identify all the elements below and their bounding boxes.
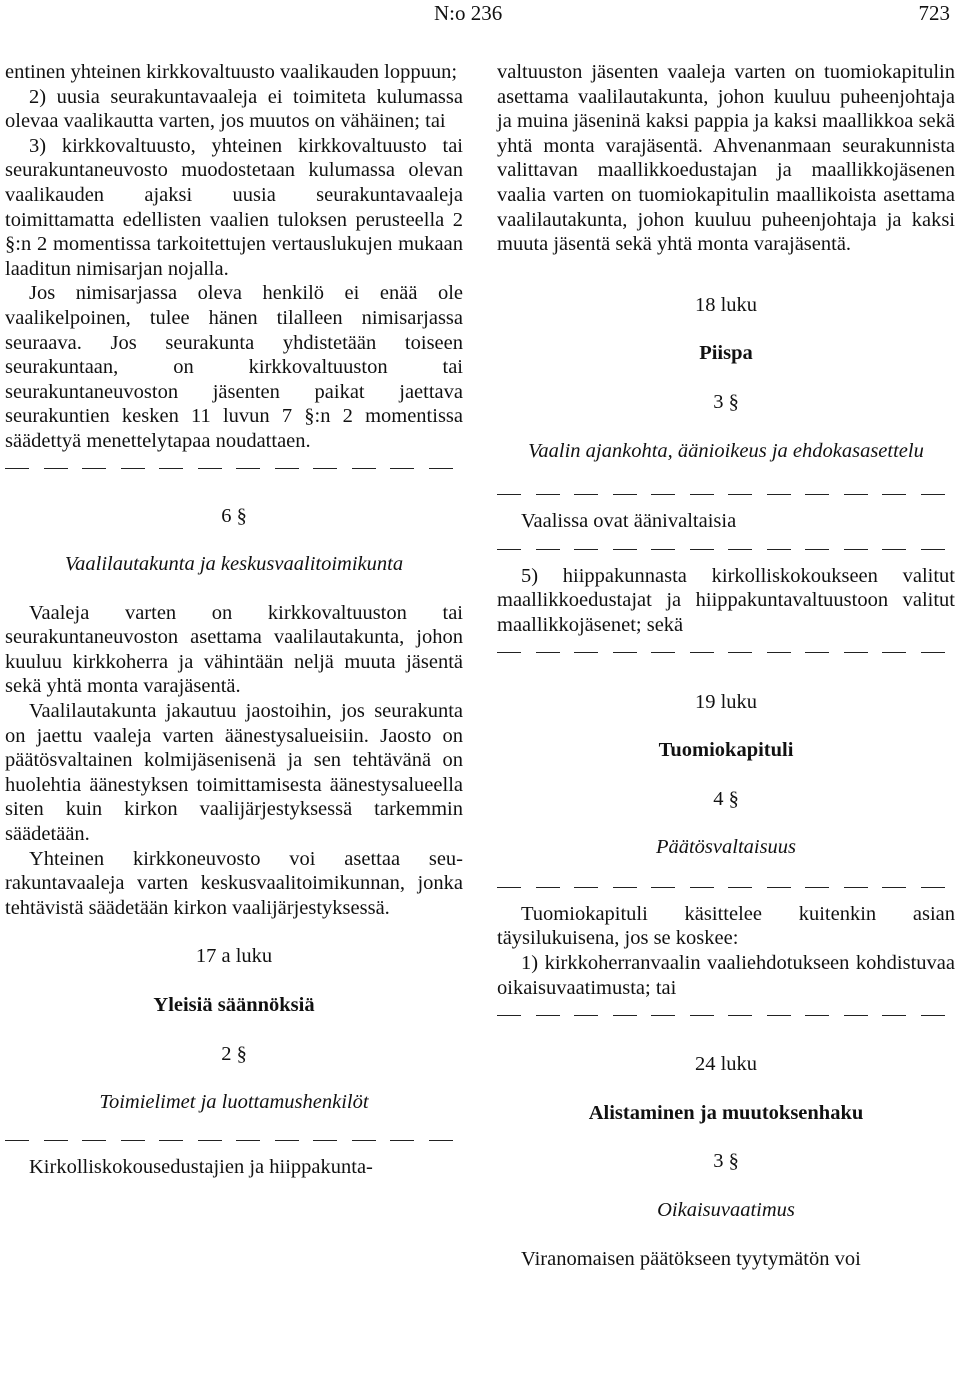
omission-dashes [497, 483, 955, 503]
paragraph: Yhteinen kirkkoneuvosto voi asettaa seurakuntavaaleja varten keskusvaalitoimikunnan, jonka tehtävistä säädetään kirkon vaalijärjestyksessä. [5, 847, 463, 919]
paragraph: 5) hiippakunnasta kirkolliskokoukseen valitut maallikkoedustajat ja hiippakuntavaltuustoon valitut maallikkojäsenet; sekä [497, 564, 955, 636]
chapter-number: 24 luku [694, 1053, 758, 1076]
paragraph: 1) kirkkoherranvaalin vaaliehdotukseen kohdistuvaa oikaisuvaatimusta; tai [497, 952, 955, 999]
paragraph: Jos nimisarjassa oleva henkilö ei enää ole vaalikelpoinen, tulee hänen tilalleen nimisarjassa seuraava. Jos seurakunta yhdistetään toiseen seurakuntaan, on kirkkovaltuuston tai seurakuntaneuvoston jäsenten paikat jaettava seurakuntien kesken 11 luvun 7 §:n 2 momentissa säädettyä menettelytapaa noudattaen. [5, 282, 463, 452]
section-number: 3 § [713, 390, 739, 413]
section-title: Päätösvaltaisuus [655, 836, 797, 859]
paragraph: entinen yhteinen kirkkovaltuusto vaalikauden loppuun; [5, 61, 458, 83]
chapter-title: Tuomiokapituli [658, 739, 794, 762]
paragraph: Vaalilautakunta jakautuu jaostoihin, jos seurakunta on jaettu vaaleja varten äänestysalueisiin. Jaosto on päätösvaltainen kolmijäsenisenä ja sen tehtävänä on huolehtia äänestyksen toimittamisesta äänestysalueella siten kuin kirkon vaalijärjestyksessä tarkemmin säädetään. [5, 700, 463, 846]
section-number: 2 § [221, 1042, 247, 1065]
paragraph: 3) kirkkovaltuusto, yhteinen kirkkovaltuusto tai seurakuntaneuvosto muodostetaan kulumassa olevan vaalikauden ajaksi uusia seurakuntavaaleja toimittamatta edellisten vaalien tuloksen perusteella 2 §:n 2 momentissa tarkoitettujen vertauslukujen mukaan laaditun nimisarjan nojalla. [5, 134, 463, 280]
paragraph: Viranomaisen päätökseen tyytymätön voi [521, 1247, 861, 1270]
page-header [0, 0, 960, 30]
paragraph: valtuuston jäsenten vaaleja varten on tuomiokapitulin asettama vaalilautakunta, johon kuuluu puheenjohtaja ja muina jäseninä kaksi pappia ja kaksi maallikkoa sekä yhtä monta varajäsentä. Ahvenanmaan seurakunnista valittavan maallikkoedustajan ja maallikkojäsenen vaalia varten on tuomiokapitulin maallikoista asettama vaalilautakunta, johon kuuluu puheenjohtaja ja kaksi muuta jäsentä sekä yhtä monta varajäsentä. [497, 61, 955, 256]
paragraph: Vaalissa ovat äänivaltaisia [521, 510, 737, 533]
section-number: 6 § [221, 504, 247, 527]
omission-dashes [497, 538, 955, 558]
omission-dashes [497, 642, 955, 662]
chapter-title: Alistaminen ja muutoksenhaku [588, 1101, 864, 1124]
left-column [5, 60, 463, 1179]
chapter-title: Yleisiä säännöksiä [153, 994, 315, 1016]
chapter-number: 18 luku [694, 293, 758, 316]
section-title: Oikaisuvaatimus [657, 1199, 795, 1222]
section-title: Toimielimet ja luottamushenkilöt [99, 1091, 369, 1114]
section-title: Vaalilautakunta ja keskusvaalitoimikunta [64, 553, 404, 576]
section-number: 3 § [713, 1150, 739, 1173]
statute-number: N:o 236 [434, 1, 503, 25]
chapter-number: 17 a luku [195, 945, 273, 968]
chapter-number: 19 luku [694, 690, 758, 713]
paragraph: Vaaleja varten on kirkkovaltuuston tai seurakuntaneuvoston asettama vaalilautakunta, johon kuuluu kirkkoherra ja vähintään neljä muuta jäsentä sekä yhtä monta varajäsentä. [5, 601, 463, 698]
omission-dashes [5, 1129, 463, 1149]
page-number: 723 [918, 1, 950, 25]
paragraph: 2) uusia seurakuntavaaleja ei toimiteta kulumassa olevaa vaalikautta varten, jos muutos on vähäinen; tai [5, 85, 463, 133]
paragraph: Kirkolliskokousedustajien ja hiippakunta- [29, 1155, 373, 1178]
section-number: 4 § [713, 787, 739, 810]
section-title: Vaalin ajankohta, äänioikeus ja ehdokasasettelu [528, 439, 924, 462]
omission-dashes [497, 1004, 955, 1024]
chapter-title: Piispa [699, 342, 753, 365]
right-column [497, 60, 955, 1271]
omission-dashes [497, 876, 955, 896]
omission-dashes [5, 458, 463, 478]
paragraph: Tuomiokapituli käsittelee kuitenkin asian täysilukuisena, jos se koskee: [497, 902, 955, 950]
